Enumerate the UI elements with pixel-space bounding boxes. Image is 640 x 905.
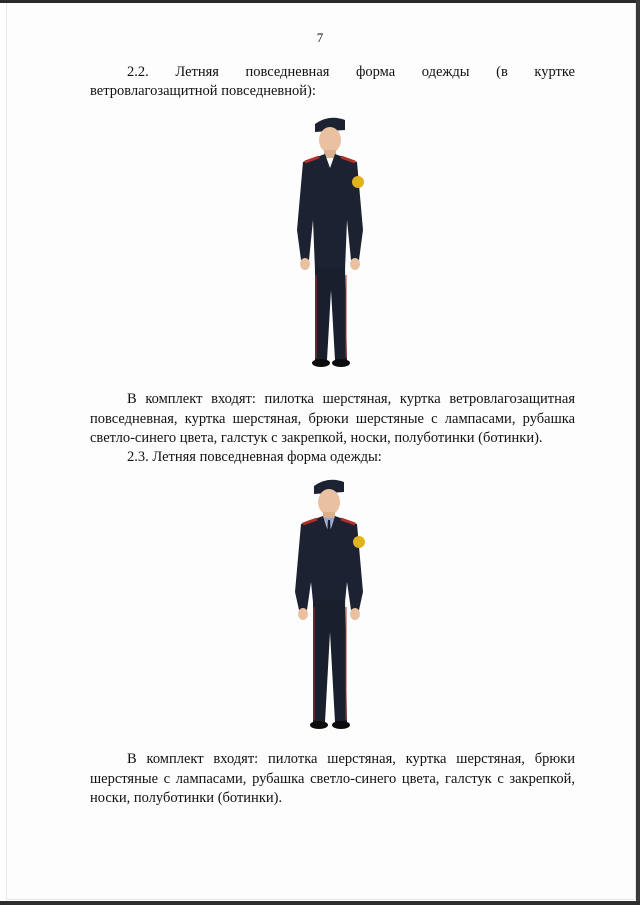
section-2-2-description: В комплект входят: пилотка шерстяная, куртка ветровлагозащитная повседневная, куртка шерстяная, брюки шерстяные с лампасами, рубашка светло-синего цвета, галстук с закрепкой, носки, полуботинки (ботинки). — [90, 391, 575, 446]
section-2-2-heading-line1: 2.2. Летняя повседневная форма одежды (в куртке — [127, 64, 575, 80]
scan-edge-bottom — [0, 901, 640, 905]
section-2-3-heading: 2.3. Летняя повседневная форма одежды: — [127, 449, 382, 465]
section-2-3-description: В комплект входят: пилотка шерстяная, куртка шерстяная, брюки шерстяные с лампасами, рубашка светло-синего цвета, галстук с закрепкой, носки, полуботинки (ботинки). — [90, 751, 575, 806]
scan-edge-right — [636, 0, 640, 905]
scan-edge-top — [0, 0, 640, 3]
uniform-figure-windproof-jacket-icon — [285, 110, 380, 375]
section-2-2-heading-line2: ветровлагозащитной повседневной): — [90, 83, 316, 99]
page-number: 7 — [316, 30, 324, 45]
uniform-figure-wool-jacket-icon — [283, 472, 378, 737]
